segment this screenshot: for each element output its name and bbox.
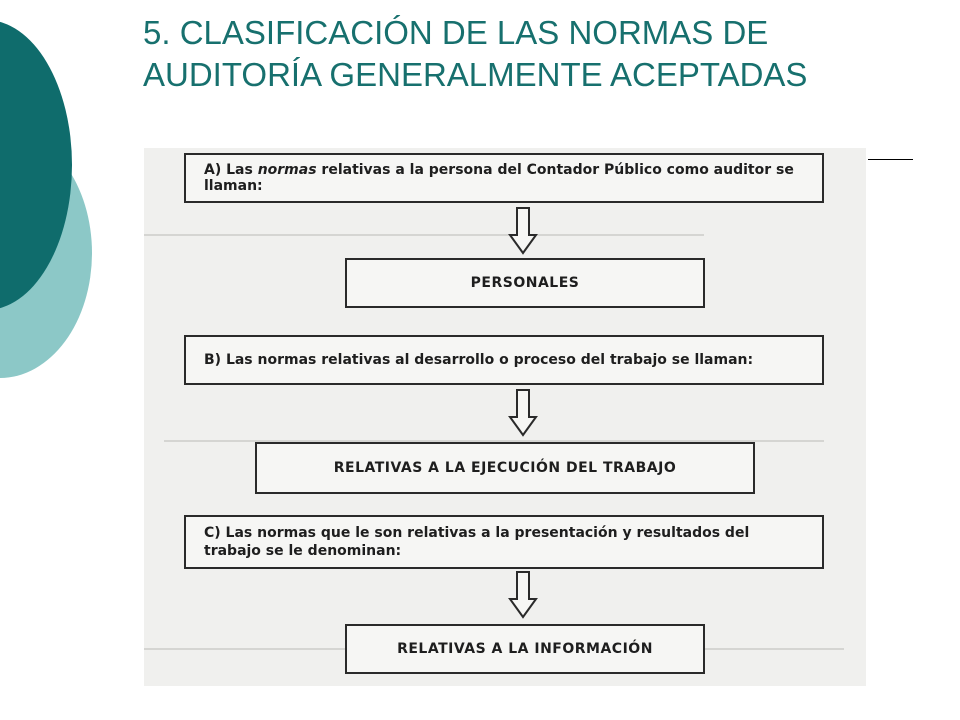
down-arrow-1 xyxy=(508,207,538,255)
answer-informacion-text: RELATIVAS A LA INFORMACIÓN xyxy=(397,641,653,657)
slide-title: 5. CLASIFICACIÓN DE LAS NORMAS DE AUDITORÍA GENERALMENTE ACEPTADAS xyxy=(143,14,808,93)
down-arrow-3 xyxy=(508,571,538,619)
answer-box-personales xyxy=(345,258,705,308)
scanned-diagram xyxy=(144,148,866,686)
answer-box-informacion xyxy=(345,624,705,674)
answer-box-ejecucion xyxy=(255,442,755,494)
title-divider xyxy=(868,159,913,160)
question-box-c xyxy=(184,515,824,569)
scan-noise xyxy=(144,234,704,236)
question-b-text: B) Las normas relativas al desarrollo o proceso del trabajo se llaman: xyxy=(204,352,754,368)
question-box-b xyxy=(184,335,824,385)
answer-personales-text: PERSONALES xyxy=(470,275,580,291)
question-a-text: A) Las normas relativas a la persona del Contador Público como auditor se llaman: xyxy=(204,162,794,194)
down-arrow-2 xyxy=(508,389,538,437)
answer-ejecucion-text: RELATIVAS A LA EJECUCIÓN DEL TRABAJO xyxy=(333,460,677,476)
question-box-a xyxy=(184,153,824,203)
question-c-text: C) Las normas que le son relativas a la presentación y resultados del trabajo se le denominan: xyxy=(204,525,750,559)
